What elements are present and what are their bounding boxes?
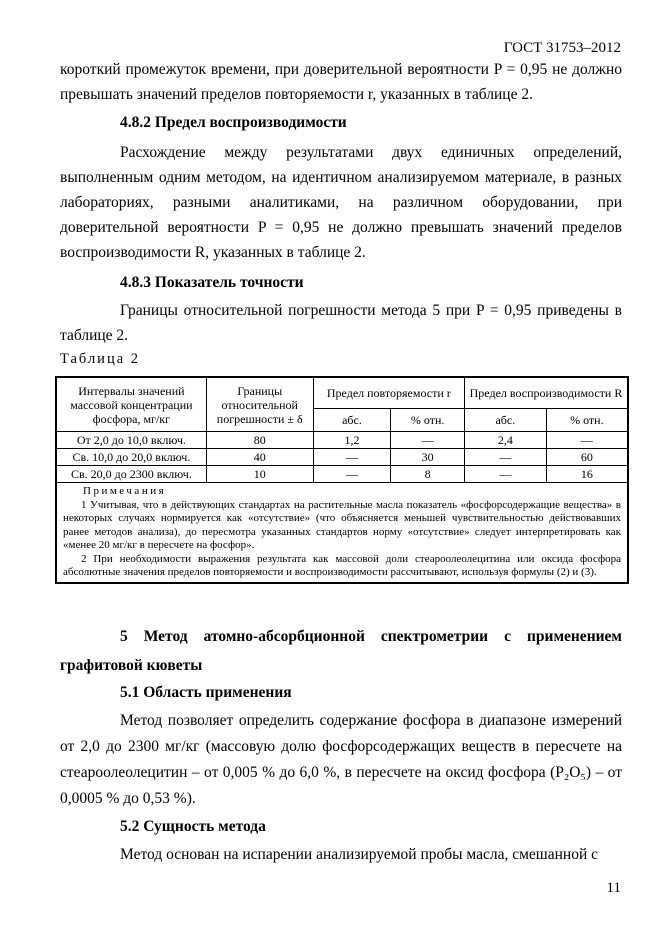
header-interval: Интервалы значений массовой концентрации фосфора, мг/кг [56, 377, 206, 432]
cell-bounds: 80 [206, 432, 313, 449]
subheader-r-abs: абс. [313, 409, 391, 432]
table-row [56, 449, 628, 466]
paragraph-top-text: короткий промежуток времени, при доверительной вероятности P = 0,95 не должно превышать значений пределов повторяемости r, указанных в таблице 2. [60, 61, 622, 103]
section-body: Расхождение между результатами двух единичных определений, выполненным одним методом, на идентичном анализируемом материале, в разных лабораториях, разными аналитиками, на различном оборудовании, при доверительной вероятности P = 0,95 не должно превышать значений пределов воспроизводимости R, указанных в таблице 2. [60, 144, 622, 261]
section-heading: 4.8.3 Показатель точности [120, 274, 304, 291]
table-notes-row [56, 483, 628, 583]
section-body: Метод основан на испарении анализируемой пробы масла, смешанной с [120, 846, 599, 863]
cell-R-abs: — [464, 466, 546, 483]
section-4-8-2 [60, 110, 622, 265]
cell-r-abs: — [313, 449, 391, 466]
page-number: 11 [606, 880, 621, 896]
cell-R-rel: 60 [546, 449, 628, 466]
cell-interval: От 2,0 до 10,0 включ. [56, 432, 206, 449]
section-heading: 5 Метод атомно-абсорбционной спектрометрии с применением графитовой кюветы [60, 628, 622, 674]
note-item: 1 Учитывая, что в действующих стандартах на растительные масла показатель «фосфорсодержащие вещества» в некоторых случаях нормируется как «отсутствие» (что объясняется меньшей чувствительностью действовавших ранее методов анализа), до пересмотра указанных стандартов норму «отсутствие» следует интерпретировать как «менее 20 мг/кг в пересчете на фосфор». [63, 498, 621, 551]
section-body: Метод позволяет определить содержание фосфора в диапазоне измерений от 2,0 до 2300 мг/кг (массовую долю фосфорсодержащих веществ в пересчете на стеароолеолецитин – от 0,005 % до 6,0 %, в пересчете на оксид фосфора (P₂O₅) – от 0,0005 % до 0,53 %). [60, 712, 622, 807]
cell-r-rel: — [391, 432, 465, 449]
table-notes [56, 483, 628, 583]
section-5 [60, 622, 622, 680]
subheader-R-rel: % отн. [546, 409, 628, 432]
notes-title: Примечания [83, 485, 167, 497]
cell-r-rel: 8 [391, 466, 465, 483]
cell-R-abs: 2,4 [464, 432, 546, 449]
section-5-2 [60, 814, 622, 867]
cell-R-abs: — [464, 449, 546, 466]
section-5-1 [60, 680, 622, 812]
cell-R-rel: 16 [546, 466, 628, 483]
cell-bounds: 40 [206, 449, 313, 466]
section-heading: 4.8.2 Предел воспроизводимости [120, 114, 347, 131]
standard-code: ГОСТ 31753–2012 [503, 40, 621, 56]
table-2 [55, 376, 629, 584]
header-bounds: Границы относительной погрешности ± δ [206, 377, 313, 432]
section-heading: 5.1 Область применения [120, 684, 292, 701]
table-row [56, 466, 628, 483]
header-repeatability [313, 377, 464, 409]
table-header-row [56, 377, 628, 409]
cell-r-rel: 30 [391, 449, 465, 466]
section-body: Границы относительной погрешности метода 5 при P = 0,95 приведены в таблице 2. [60, 302, 622, 344]
cell-r-abs: — [313, 466, 391, 483]
cell-r-abs: 1,2 [313, 432, 391, 449]
section-heading: 5.2 Сущность метода [120, 818, 266, 835]
section-4-8-3 [60, 270, 622, 348]
cell-bounds: 10 [206, 466, 313, 483]
header-reproducibility [464, 377, 628, 409]
note-item: 2 При необходимости выражения результата как массовой доли стеароолеолецитина или оксида фосфора абсолютные значения пределов повторяемости и воспроизводимости рассчитывают, используя формулы (2) и (3). [63, 552, 621, 578]
subheader-R-abs: абс. [464, 409, 546, 432]
subheader-r-rel: % отн. [391, 409, 465, 432]
cell-R-rel: — [546, 432, 628, 449]
paragraph-top [60, 57, 622, 107]
table-title: Таблица 2 [60, 351, 141, 367]
cell-interval: Св. 20,0 до 2300 включ. [56, 466, 206, 483]
table-row [56, 432, 628, 449]
cell-interval: Св. 10,0 до 20,0 включ. [56, 449, 206, 466]
header-repeatability-label: Предел повторяемости r [326, 386, 451, 400]
header-reproducibility-label: Предел воспроизводимости R [469, 386, 623, 400]
